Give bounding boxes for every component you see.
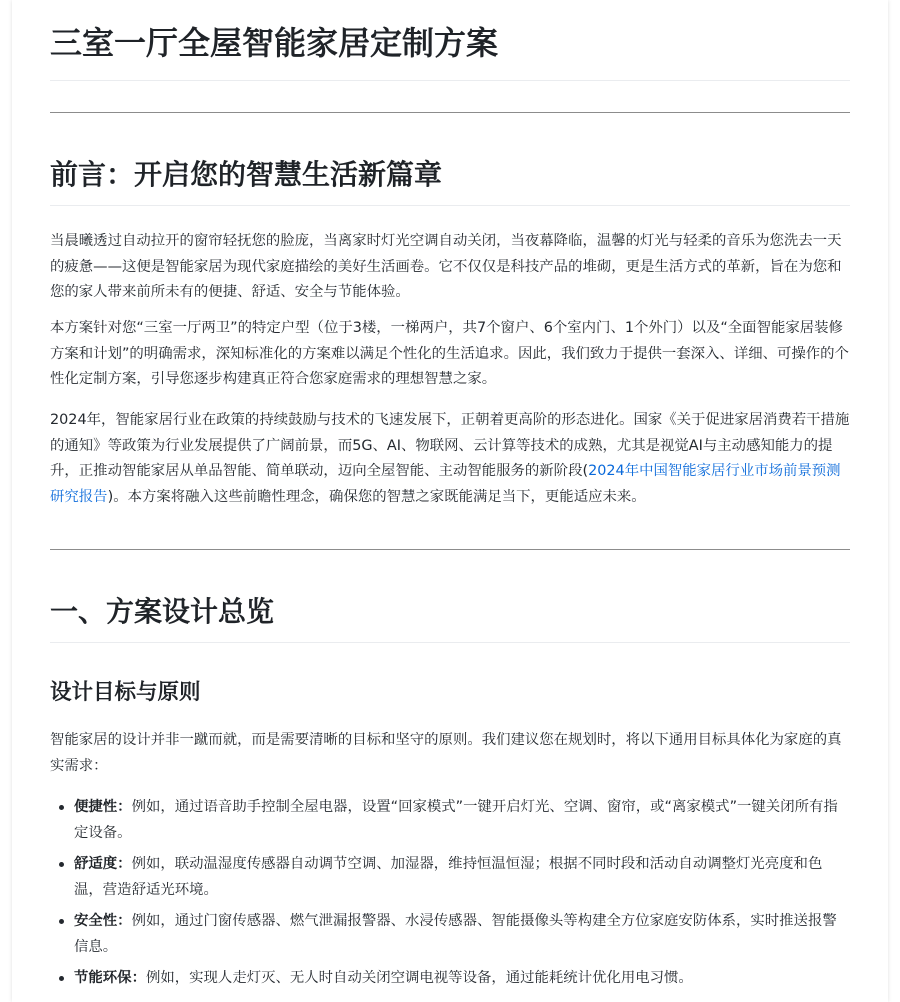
bullet-icon [59,976,64,981]
paragraph-text: 2024年，智能家居行业在政策的持续鼓励与技术的飞速发展下，正朝着更高阶的形态进化。国家《关于促进家居消费若干措施的通知》等政策为行业发展提供了广阔前景，而5G、AI、物联网、云计算等技术的成熟，尤其是视觉AI与主动感知能力的提升，正推动智能家居从单品智能、简单联动，迈向全屋智能、主动智能服务的新阶段( [50,412,850,479]
item-text: 例如，实现人走灯灭、无人时自动关闭空调电视等设备，通过能耗统计优化用电习惯。 [145,970,693,986]
item-label: 安全性： [74,913,132,929]
paragraph-text: )。本方案将融入这些前瞻性理念，确保您的智慧之家既能满足当下，更能适应未来。 [107,488,646,505]
section-heading: 一、方案设计总览 [50,592,850,643]
item-label: 舒适度： [74,856,132,872]
list-item [50,909,850,960]
item-text: 例如，联动温湿度传感器自动调节空调、加湿器，维持恒温恒湿；根据不同时段和活动自动调整灯光亮度和色温，营造舒适光环境。 [74,856,823,898]
preface-paragraph-2: 本方案针对您“三室一厅两卫”的特定户型（位于3楼，一梯两户，共7个窗户、6个室内门、1个外门）以及“全面智能家居装修方案和计划”的明确需求，深知标准化的方案难以满足个性化的生活追求。因此，我们致力于提供一套深入、详细、可操作的个性化定制方案，引导您逐步构建真正符合您家庭需求的理想智慧之家。 [50,320,849,387]
bullet-icon [59,919,64,924]
bullet-icon [59,805,64,810]
list-item [50,795,850,846]
divider [50,112,850,113]
divider [50,549,850,550]
item-label: 节能环保： [74,970,146,986]
item-text: 例如，通过语音助手控制全屋电器，设置“回家模式”一键开启灯光、空调、窗帘，或“离家模式”一键关闭所有指定设备。 [74,799,838,841]
list-item [50,966,850,992]
sub-heading: 设计目标与原则 [50,680,201,705]
item-label: 便捷性： [74,799,132,815]
section-intro: 智能家居的设计并非一蹴而就，而是需要清晰的目标和坚守的原则。我们建议您在规划时，将以下通用目标具体化为家庭的真实需求： [50,732,842,774]
report-link[interactable]: 2024年中国智能家居行业市场前景预测研究报告 [50,463,841,505]
preface-paragraph-3 [50,408,850,510]
list-item [50,852,850,903]
preface-paragraph-1: 当晨曦透过自动拉开的窗帘轻抚您的脸庞，当离家时灯光空调自动关闭，当夜幕降临，温馨的灯光与轻柔的音乐为您洗去一天的疲惫——这便是智能家居为现代家庭描绘的美好生活画卷。它不仅仅是科技产品的堆砌，更是生活方式的革新，旨在为您和您的家人带来前所未有的便捷、舒适、安全与节能体验。 [50,233,842,300]
bullet-icon [59,862,64,867]
preface-heading: 前言：开启您的智慧生活新篇章 [50,155,850,206]
document-page [12,0,888,1002]
page-title: 三室一厅全屋智能家居定制方案 [50,20,850,81]
goal-list [50,795,850,998]
item-text: 例如，通过门窗传感器、燃气泄漏报警器、水浸传感器、智能摄像头等构建全方位家庭安防体系，实时推送报警信息。 [74,913,837,955]
